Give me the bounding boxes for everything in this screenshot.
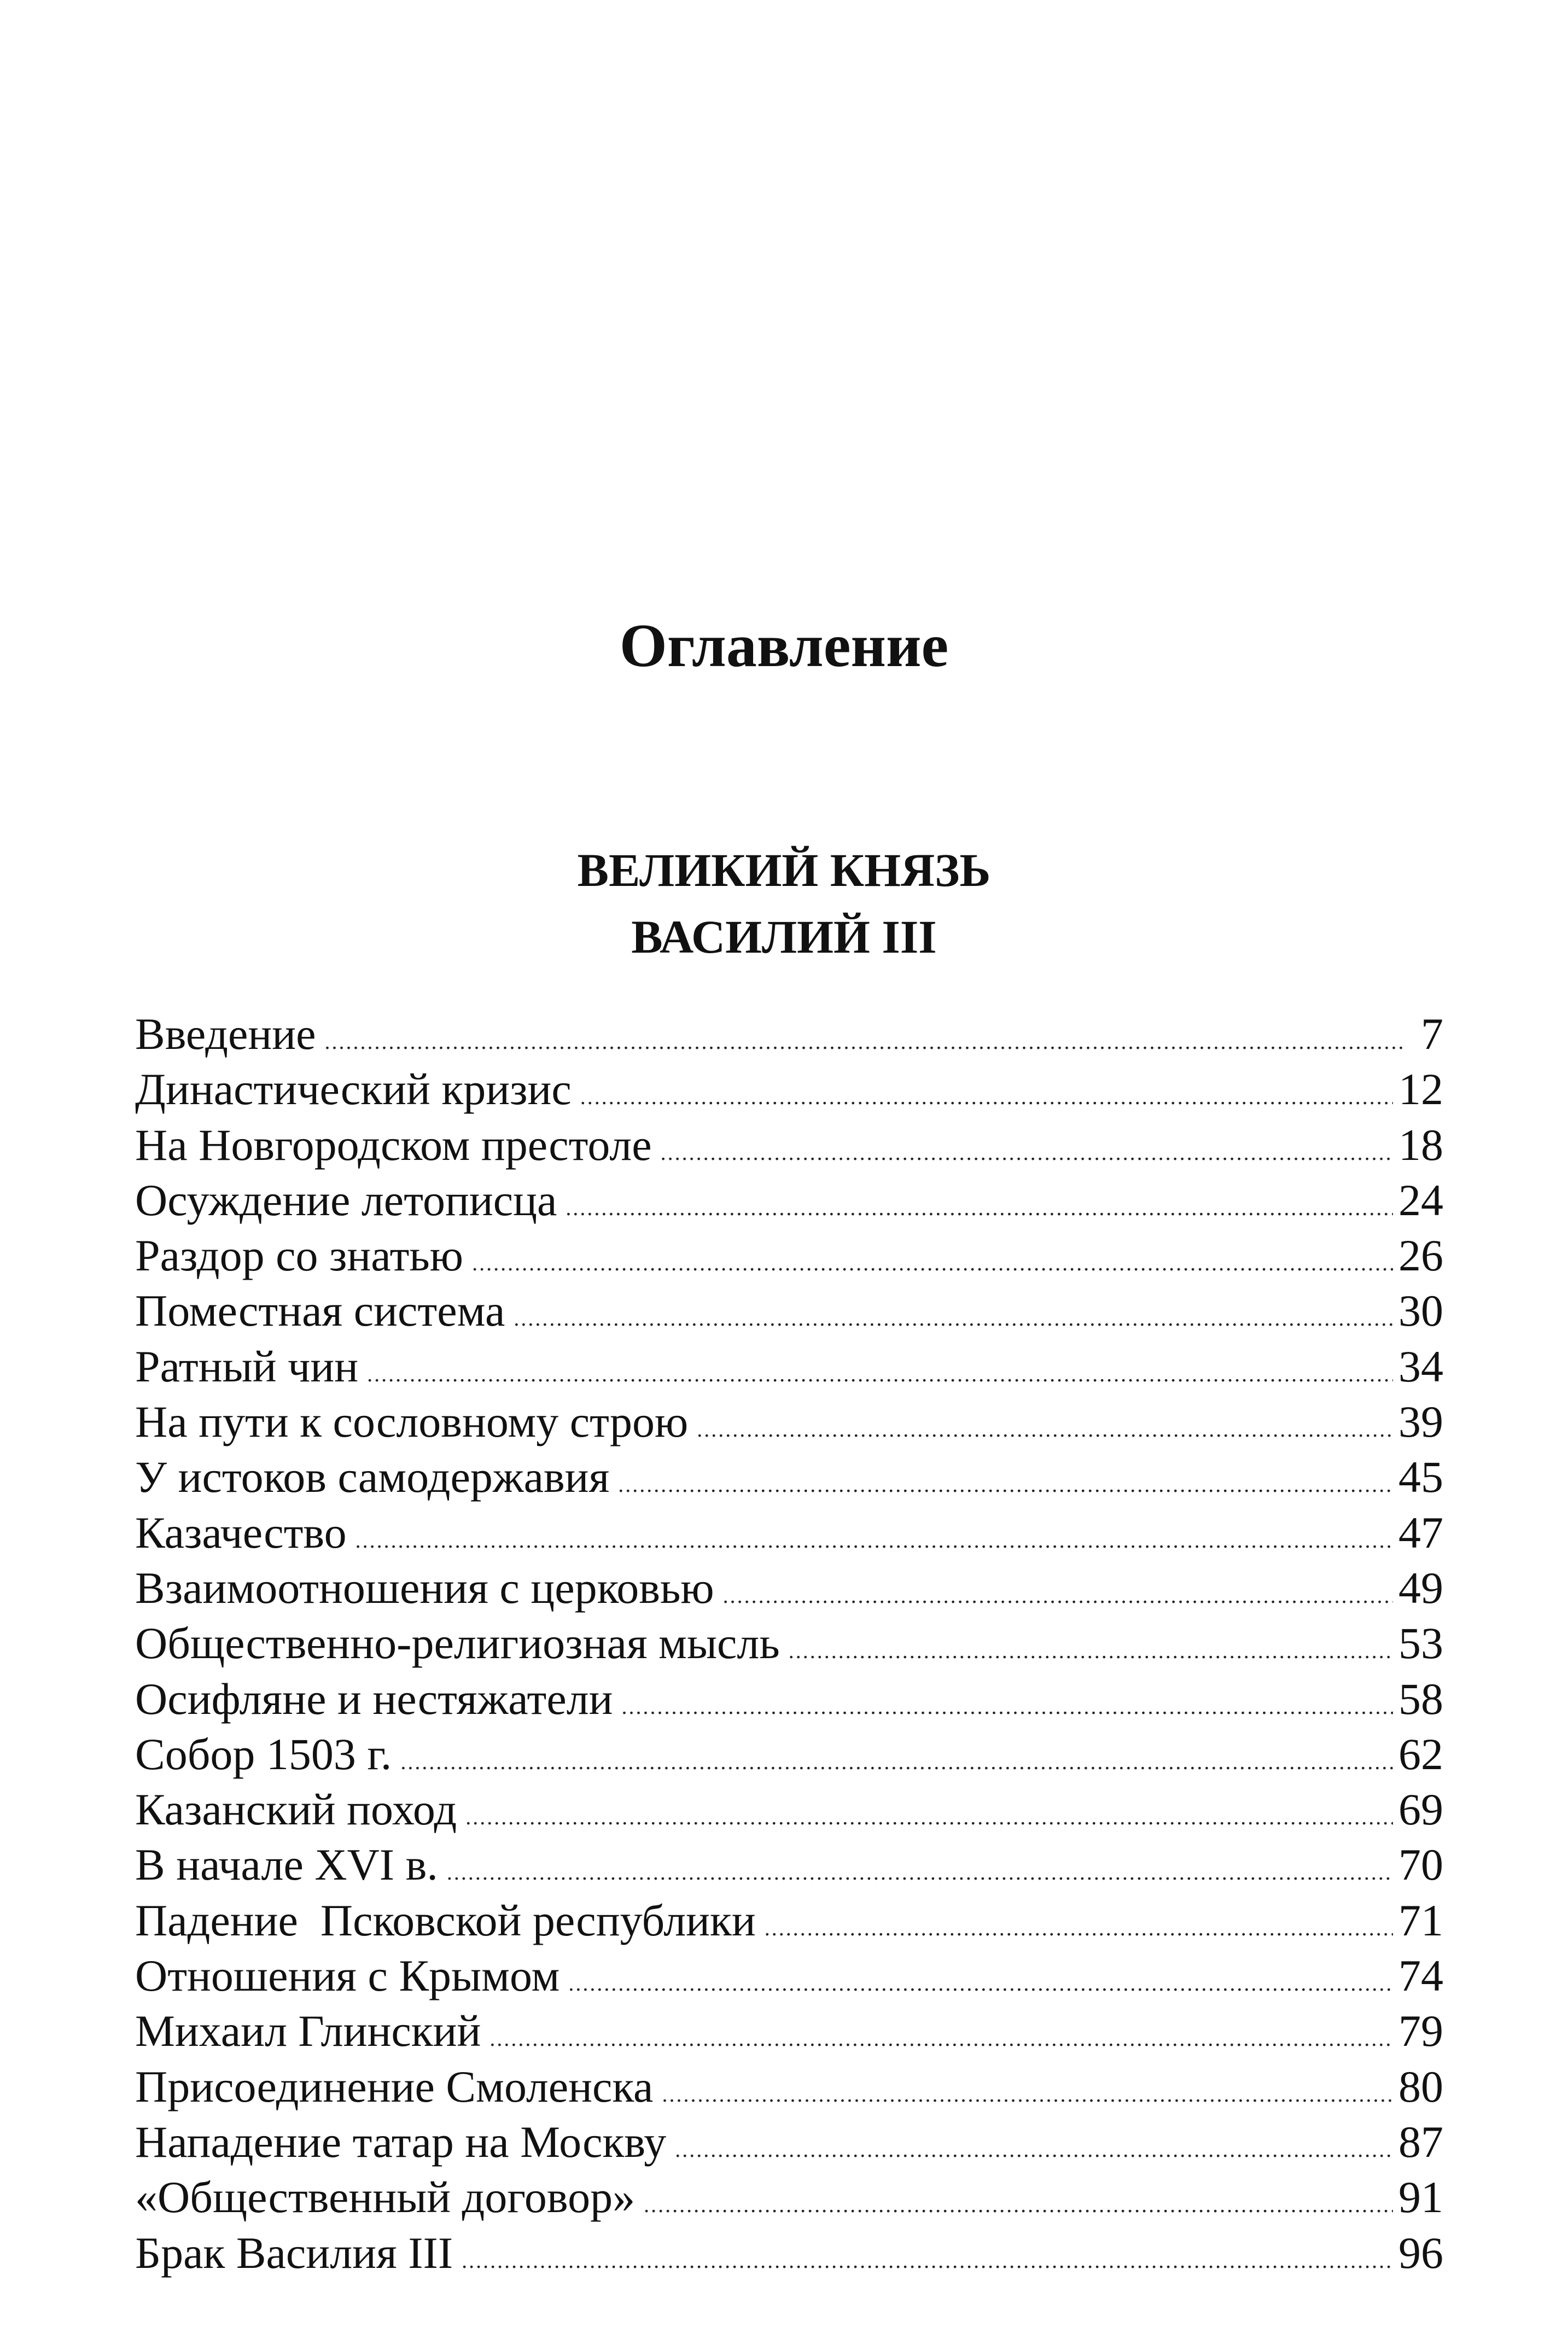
toc-leader-dots — [661, 1142, 1393, 1164]
toc-leader-dots — [472, 1252, 1393, 1274]
toc-leader-dots — [355, 1530, 1393, 1551]
toc-entry-title: Собор 1503 г. — [135, 1729, 392, 1779]
toc-entry — [135, 1726, 1443, 1782]
toc-leader-dots — [514, 1308, 1393, 1329]
toc-entry — [135, 1837, 1443, 1892]
toc-entry-title: Общественно-религиозная мысль — [135, 1618, 780, 1669]
toc-leader-dots — [765, 1917, 1393, 1939]
toc-leader-dots — [697, 1419, 1393, 1440]
toc-entry-title: Осуждение летописца — [135, 1175, 557, 1225]
toc-entry-page: 47 — [1398, 1507, 1443, 1558]
toc-entry-title: Нападение татар на Москву — [135, 2116, 667, 2167]
toc-entry-title: Введение — [135, 1009, 316, 1059]
toc-entry-page: 96 — [1398, 2227, 1443, 2278]
toc-entry-page: 7 — [1421, 1009, 1443, 1059]
toc-entry — [135, 2169, 1443, 2225]
toc-entry — [135, 2003, 1443, 2058]
toc-entry-page: 39 — [1398, 1397, 1443, 1447]
page-title: Оглавление — [619, 612, 949, 680]
toc-entry — [135, 1117, 1443, 1172]
toc-leader-dots — [489, 2028, 1393, 2050]
toc-entry-page: 74 — [1398, 1951, 1443, 2001]
toc-entry — [135, 1782, 1443, 1837]
toc-entry-title: Михаил Глинский — [135, 2006, 481, 2056]
toc-entry-title: На пути к сословному строю — [135, 1397, 689, 1447]
toc-entry-page: 34 — [1398, 1341, 1443, 1391]
toc-entry-title: Падение Псковской республики — [135, 1895, 756, 1945]
toc-leader-dots — [622, 1696, 1393, 1718]
toc-entry-page: 53 — [1398, 1618, 1443, 1669]
toc-entry-page: 26 — [1398, 1230, 1443, 1281]
toc-entry-page: 87 — [1398, 2116, 1443, 2167]
toc-entry — [135, 1006, 1443, 1061]
toc-entry — [135, 1948, 1443, 2003]
section-heading — [0, 837, 1568, 970]
toc-entry-title: Присоединение Смоленска — [135, 2061, 654, 2111]
toc-leader-dots — [462, 2250, 1393, 2272]
toc-entry-page: 18 — [1398, 1119, 1443, 1170]
toc-entry — [135, 1394, 1443, 1449]
toc-entry — [135, 2225, 1443, 2280]
toc-entry-title: В начале XVI в. — [135, 1840, 438, 1890]
toc-entry-page: 79 — [1398, 2006, 1443, 2056]
toc-leader-dots — [662, 2084, 1393, 2105]
toc-leader-dots — [566, 1197, 1393, 1219]
table-of-contents — [135, 1006, 1443, 2280]
toc-leader-dots — [568, 1973, 1393, 1994]
toc-entry-page: 62 — [1398, 1729, 1443, 1779]
toc-leader-dots — [618, 1474, 1393, 1496]
toc-entry-page: 49 — [1398, 1562, 1443, 1613]
toc-entry-page: 80 — [1398, 2061, 1443, 2111]
toc-entry — [135, 1172, 1443, 1228]
toc-entry-page: 70 — [1398, 1840, 1443, 1890]
toc-entry — [135, 1671, 1443, 1726]
toc-entry-title: «Общественный договор» — [135, 2172, 636, 2222]
toc-entry — [135, 2059, 1443, 2114]
toc-entry-page: 58 — [1398, 1673, 1443, 1724]
toc-leader-dots — [400, 1751, 1393, 1773]
toc-entry-page: 69 — [1398, 1784, 1443, 1835]
toc-entry — [135, 1061, 1443, 1117]
toc-leader-dots — [447, 1862, 1393, 1883]
toc-entry — [135, 1339, 1443, 1394]
toc-entry — [135, 1615, 1443, 1671]
toc-entry-title: Отношения с Крымом — [135, 1951, 560, 2001]
toc-entry-page: 71 — [1398, 1895, 1443, 1945]
toc-leader-dots — [723, 1585, 1393, 1607]
toc-leader-dots — [367, 1363, 1393, 1385]
toc-entry-title: На Новгородском престоле — [135, 1119, 652, 1170]
toc-entry-title: Династический кризис — [135, 1064, 572, 1115]
section-heading-line-1: ВЕЛИКИЙ КНЯЗЬ — [577, 844, 991, 896]
toc-entry — [135, 1283, 1443, 1338]
toc-leader-dots — [644, 2194, 1393, 2216]
toc-entry — [135, 1505, 1443, 1560]
toc-leader-dots — [325, 1031, 1405, 1053]
toc-entry-title: Раздор со знатью — [135, 1230, 464, 1281]
toc-entry-title: Осифляне и нестяжатели — [135, 1673, 613, 1724]
toc-leader-dots — [675, 2139, 1393, 2161]
toc-entry-page: 24 — [1398, 1175, 1443, 1225]
toc-entry-title: Поместная система — [135, 1286, 505, 1336]
toc-entry-title: У истоков самодержавия — [135, 1452, 610, 1502]
toc-leader-dots — [465, 1806, 1393, 1828]
section-heading-line-2: ВАСИЛИЙ III — [631, 911, 937, 963]
toc-entry-title: Взаимоотношения с церковью — [135, 1562, 714, 1613]
toc-entry-title: Казанский поход — [135, 1784, 457, 1835]
toc-entry-title: Брак Василия III — [135, 2227, 453, 2278]
toc-entry — [135, 1228, 1443, 1283]
toc-leader-dots — [789, 1640, 1393, 1662]
toc-entry-title: Казачество — [135, 1507, 347, 1558]
toc-entry-page: 45 — [1398, 1452, 1443, 1502]
toc-entry — [135, 2114, 1443, 2169]
toc-entry — [135, 1893, 1443, 1948]
toc-entry-title: Ратный чин — [135, 1341, 359, 1391]
toc-entry-page: 12 — [1398, 1064, 1443, 1115]
toc-entry — [135, 1560, 1443, 1615]
toc-leader-dots — [580, 1086, 1393, 1108]
toc-entry-page: 30 — [1398, 1286, 1443, 1336]
toc-entry — [135, 1449, 1443, 1504]
toc-entry-page: 91 — [1398, 2172, 1443, 2222]
